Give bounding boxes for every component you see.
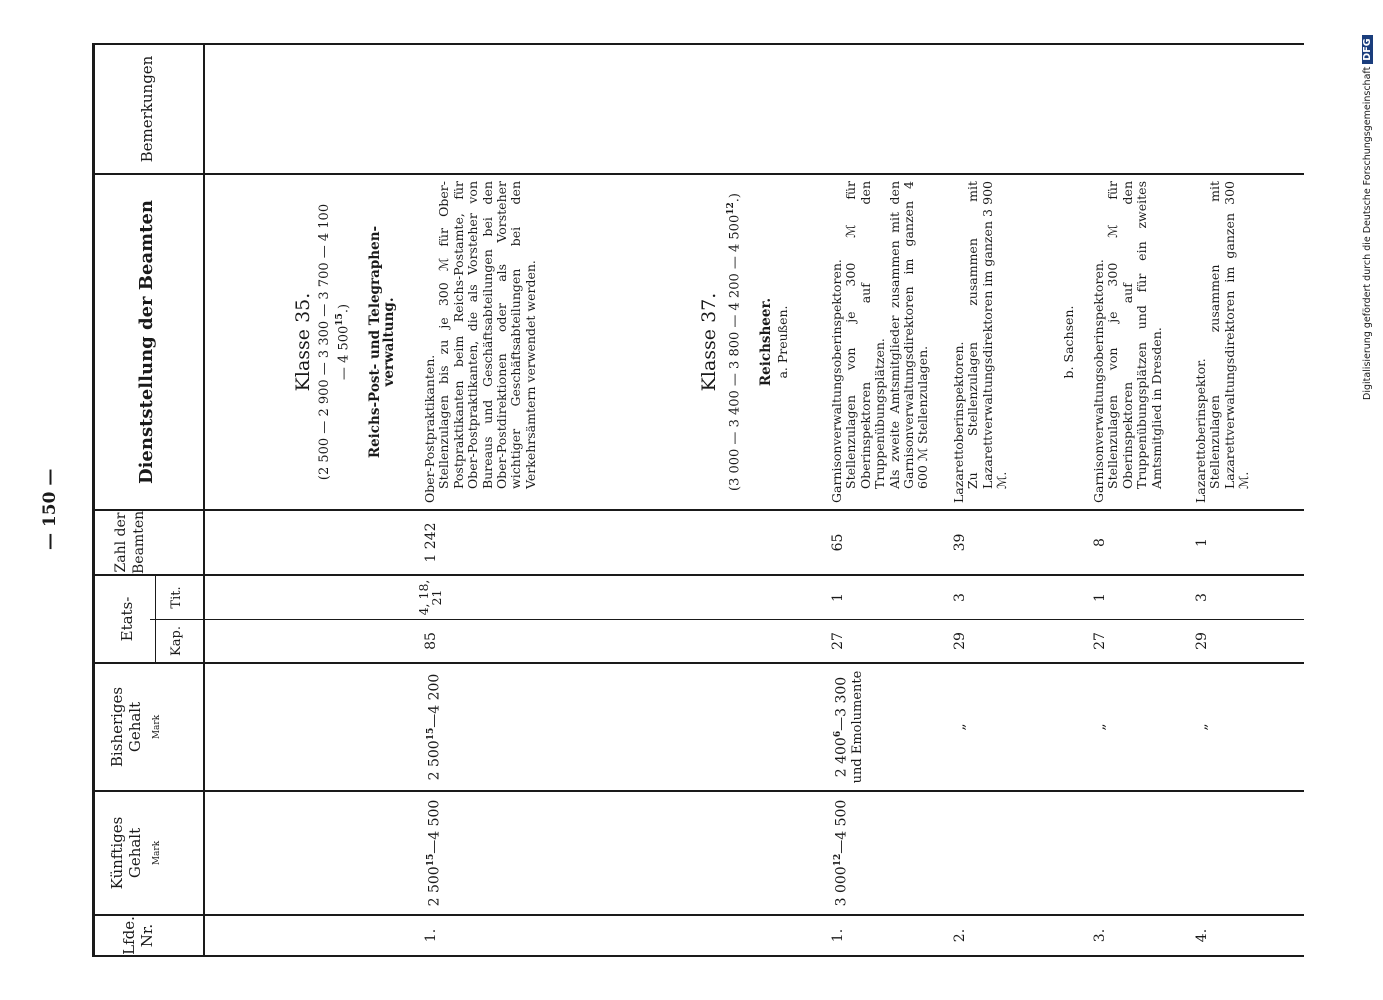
- col-rule-2: [92, 790, 1304, 792]
- header-etats: Etats-: [118, 596, 136, 642]
- etats-sub-rule: [155, 576, 156, 662]
- k35-row1-bisher-b: 4 200: [426, 673, 443, 714]
- k37-row4-zahl: 1: [1194, 538, 1210, 547]
- header-tit: Tit.: [169, 586, 184, 609]
- klasse35-range-post: .): [336, 303, 352, 314]
- klasse37-heading: [698, 181, 790, 503]
- table-top-rule: [92, 43, 95, 957]
- klasse35-range-line1: (2 500 — 2 900 — 3 300 — 3 700 — 4 100: [317, 203, 333, 481]
- k35-row1-title: Ober-Postpraktikanten.: [422, 354, 437, 503]
- k37-row1-kuenftig-sup: 12: [833, 853, 843, 867]
- klasse37-section: Reichsheer.: [758, 297, 775, 387]
- header-zahl: Zahl der Beamten: [113, 510, 147, 574]
- k37-row1-zahl: 65: [830, 533, 846, 552]
- k37-row4-bisher: „: [1194, 723, 1210, 731]
- k35-row1-kuenftig: [423, 792, 443, 914]
- k37-row2-title: Lazarettoberinspektoren.: [951, 341, 966, 503]
- k37-row1-kuenftig-a: 3 000: [833, 866, 850, 907]
- klasse35-heading: [292, 181, 397, 503]
- k37-row3-tit: 1: [1092, 593, 1108, 602]
- k37-row1-bisher-c: und Emolumente: [849, 670, 865, 784]
- header-dienststellung: Dienststellung der Beamten: [136, 199, 157, 485]
- klasse35-title: Klasse 35.: [292, 292, 314, 392]
- k35-row1-bisher: [423, 664, 443, 790]
- col-rule-kap-tit: [150, 619, 1304, 620]
- header-bisheriges-gehalt: [108, 664, 166, 790]
- klasse37-sub-b: b. Sachsen.: [1061, 305, 1076, 379]
- table-left-rule: [92, 955, 1304, 957]
- header-kuenftiges-gehalt-label: Künftiges Gehalt: [108, 816, 144, 890]
- k37-row1-bisher-sup: 6: [833, 730, 843, 738]
- table-header-rule: [203, 43, 205, 957]
- k37-row1-kuenftig: [830, 792, 850, 914]
- k35-row1-text: Stellenzulagen bis zu je 300 ℳ für Ober-Postpraktikanten beim Reichs-Postamte, für Ober-Postpraktikanten, die als Vorsteher von Bureaus und Geschäftsabteilungen bei den Ober-Postdirektionen oder als Vorsteher wichtiger Geschäftsabteilungen bei den Verkehrsämtern verwendet werden.: [436, 181, 538, 489]
- klasse37-range: [724, 181, 743, 503]
- klasse37-title: Klasse 37.: [698, 292, 720, 392]
- k35-row1-desc: [423, 181, 538, 503]
- k37-row4-kap: 29: [1194, 632, 1210, 650]
- k37-row1-kuenftig-b: 4 500: [833, 799, 850, 840]
- klasse37-range-sup: 12: [726, 202, 737, 215]
- col-rule-3: [92, 662, 1304, 664]
- col-rule-4: [92, 574, 1304, 576]
- k35-row1-bisher-a: 2 500: [426, 740, 443, 781]
- k37-row2-text1: Zu Stellenzulagen zusammen mit Lazarettverwaltungsdirektoren im ganzen 3 900 ℳ.: [965, 181, 1010, 489]
- k35-row1-zahl: 1 242: [423, 522, 439, 563]
- k37-row1-text2: Als zweite Amtsmitglieder zusammen mit den Garnisonverwaltungsdirektoren im ganzen 4 600 ℳ Stellenzulagen.: [886, 181, 931, 489]
- header-kuenftiges-gehalt: [108, 792, 166, 914]
- header-kap: Kap.: [169, 626, 184, 656]
- klasse37-range-pre: (3 000 — 3 400 — 3 800 — 4 200 — 4 500: [727, 214, 743, 491]
- header-bisheriges-unit: Mark: [152, 714, 162, 740]
- k35-row1-kuenftig-b: 4 500: [426, 799, 443, 840]
- header-kuenftiges-unit: Mark: [152, 840, 162, 866]
- k37-row1-kap: 27: [830, 632, 846, 650]
- k37-row1-title: Garnisonverwaltungsoberinspektoren.: [829, 259, 844, 503]
- k35-row1-bisher-dash: —: [426, 713, 443, 728]
- k35-row1-bisher-sup: 15: [426, 727, 436, 741]
- k37-row2-bisher: „: [952, 723, 968, 731]
- k37-row4-desc: [1194, 181, 1252, 503]
- klasse35-range-pre: — 4 500: [336, 325, 352, 381]
- col-rule-6: [92, 173, 1304, 175]
- dfg-footer-text: Digitalisierung gefördert durch die Deutsche Forschungsgemeinschaft: [1362, 66, 1373, 400]
- header-bemerkungen: Bemerkungen: [138, 55, 156, 163]
- klasse37-sub-a: a. Preußen.: [774, 305, 790, 379]
- k37-row3-kap: 27: [1092, 632, 1108, 650]
- col-rule-5: [92, 509, 1304, 511]
- klasse35-section: Reichs-Post- und Telegraphen-verwaltung.: [366, 225, 397, 459]
- k35-row1-kuenftig-sup: 15: [426, 853, 436, 867]
- k35-row1-kap: 85: [423, 632, 439, 650]
- k35-row1-tit: 4, 18, 21: [416, 579, 444, 616]
- k37-row2-nr: 2.: [952, 928, 968, 943]
- page-number: — 150 —: [40, 468, 60, 550]
- k37-row3-nr: 3.: [1092, 928, 1108, 943]
- k37-row1-desc: [830, 181, 931, 503]
- klasse35-range-line2: [333, 181, 352, 503]
- k35-row1-kuenftig-a: 2 500: [426, 866, 443, 907]
- k37-row2-tit: 3: [952, 593, 968, 602]
- k37-row4-title: Lazarettoberinspektor.: [1193, 358, 1208, 503]
- k37-row1-bisher: [830, 664, 866, 790]
- k37-row3-text1: Stellenzulagen von je 300 ℳ für Oberinspektoren auf den Truppenübungsplätzen und für ein zweites Amtsmitglied in Dresden.: [1105, 181, 1164, 489]
- k35-row1-kuenftig-dash: —: [426, 839, 443, 854]
- dfg-footer: [1362, 36, 1373, 401]
- dfg-logo-icon: DFG: [1362, 36, 1373, 64]
- k37-row3-bisher: „: [1092, 723, 1108, 731]
- k37-row1-tit: 1: [830, 593, 846, 602]
- klasse37-range-post: .): [727, 193, 743, 203]
- k37-row1-bisher-a: 2 400: [833, 737, 850, 778]
- header-lfde-nr: Lfde. Nr.: [120, 916, 156, 955]
- k35-row1-nr: 1.: [423, 928, 439, 943]
- table-right-rule: [92, 43, 1304, 45]
- k37-row3-zahl: 8: [1092, 538, 1108, 547]
- k37-row2-kap: 29: [952, 632, 968, 650]
- header-bisheriges-gehalt-label: Bisheriges Gehalt: [108, 686, 144, 768]
- klasse35-range-sup: 15: [334, 313, 345, 326]
- k37-row1-bisher-dash: —: [833, 716, 850, 731]
- k37-row3-title: Garnisonverwaltungsoberinspektoren.: [1091, 259, 1106, 503]
- k37-row2-desc: [952, 181, 1010, 503]
- col-rule-1: [92, 914, 1304, 916]
- k37-row4-text1: Stellenzulagen zusammen mit Lazarettverwaltungsdirektoren im ganzen 300 ℳ.: [1207, 181, 1252, 489]
- k37-row4-nr: 4.: [1194, 928, 1210, 943]
- k37-row1-bisher-b: 3 300: [833, 676, 850, 717]
- k37-row4-tit: 3: [1194, 593, 1210, 602]
- k37-row1-text1: Stellenzulagen von je 300 ℳ für Oberinspektoren auf den Truppenübungsplätzen.: [843, 181, 888, 489]
- k37-row1-bisher-line1: [830, 664, 850, 790]
- k37-row1-kuenftig-dash: —: [833, 839, 850, 854]
- k37-row2-zahl: 39: [952, 533, 968, 552]
- k37-row1-nr: 1.: [830, 928, 846, 943]
- k37-row3-desc: [1092, 181, 1164, 503]
